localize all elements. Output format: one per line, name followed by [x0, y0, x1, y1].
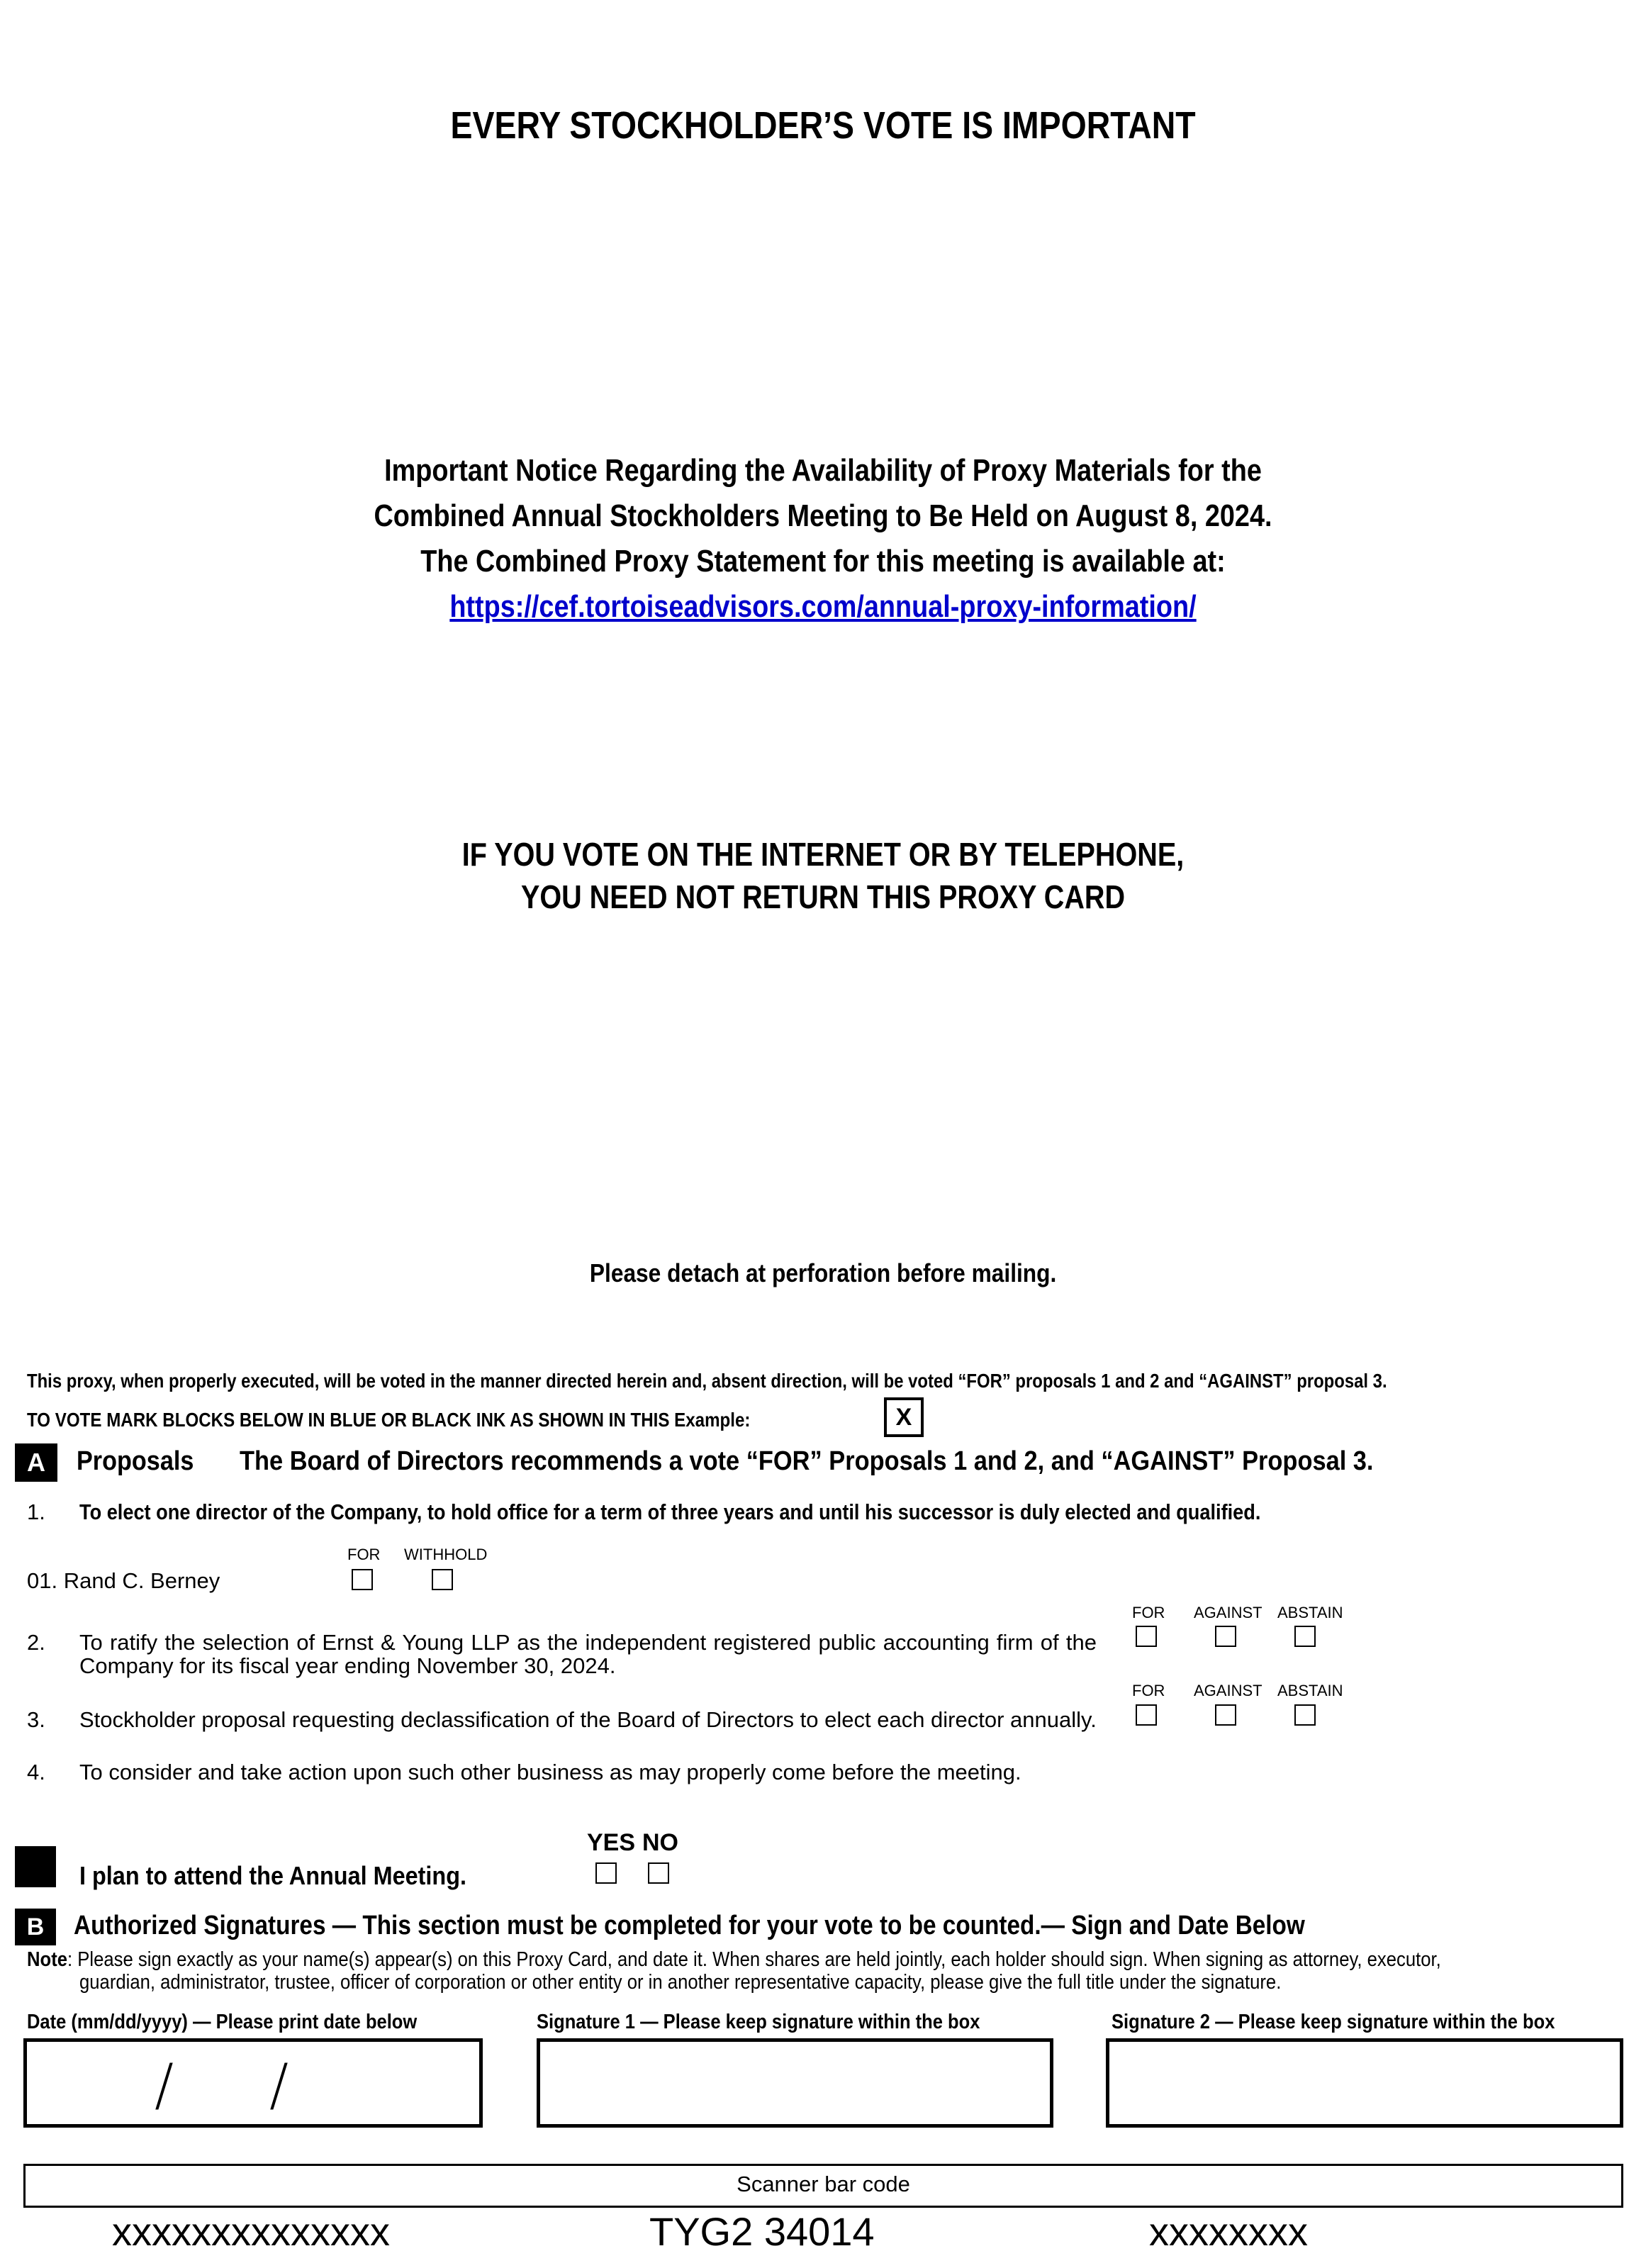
proposal-3-for-checkbox[interactable]	[1136, 1704, 1157, 1726]
internet-notice-line-1: IF YOU VOTE ON THE INTERNET OR BY TELEPHONE,	[461, 836, 1185, 873]
proposal-3-for-label: FOR	[1132, 1682, 1165, 1699]
attend-no-label: NO	[642, 1829, 678, 1856]
date-input-box[interactable]	[23, 2038, 483, 2128]
notice-url-row	[116, 584, 1531, 630]
mark-blocks-instruction: TO VOTE MARK BLOCKS BELOW IN BLUE OR BLACK INK AS SHOWN IN THIS Example:	[27, 1409, 751, 1431]
proposal-2-abstain-label: ABSTAIN	[1277, 1604, 1343, 1621]
signature-2-label: Signature 2 — Please keep signature within the box	[1112, 2011, 1555, 2033]
proposal-4-text: To consider and take action upon such other business as may properly come before the meeting.	[79, 1760, 1021, 1784]
section-b-tag: B	[15, 1909, 56, 1945]
date-field-label: Date (mm/dd/yyyy) — Please print date below	[27, 2011, 418, 2033]
proposal-2-for-checkbox[interactable]	[1136, 1626, 1157, 1647]
signature-1-box[interactable]	[537, 2038, 1053, 2128]
proposal-2-abstain-checkbox[interactable]	[1294, 1626, 1316, 1647]
proposal-2-against-label: AGAINST	[1194, 1604, 1263, 1621]
signature-note-line-1	[27, 1948, 1441, 1972]
notice-line-1: Important Notice Regarding the Availability of Proxy Materials for the	[384, 453, 1262, 488]
section-a-title: Proposals	[77, 1446, 194, 1476]
proposal-2-text-line-1: To ratify the selection of Ernst & Young LLP as the independent registered public accounting firm of the	[79, 1630, 1097, 1655]
internet-notice-line-2: YOU NEED NOT RETURN THIS PROXY CARD	[520, 878, 1126, 915]
date-separator-1: /	[155, 2052, 174, 2118]
proposal-1-withhold-checkbox[interactable]	[432, 1569, 453, 1590]
attend-no-checkbox[interactable]	[648, 1862, 669, 1884]
proposal-3-against-checkbox[interactable]	[1215, 1704, 1236, 1726]
proposal-1-withhold-label: WITHHOLD	[404, 1546, 488, 1563]
example-mark-box: X	[884, 1397, 924, 1437]
scanner-bar-code-box: Scanner bar code	[23, 2164, 1623, 2208]
proposal-3-against-label: AGAINST	[1194, 1682, 1263, 1699]
attend-marker-block	[15, 1846, 56, 1887]
proposal-3-text: Stockholder proposal requesting declassification of the Board of Directors to elect each director annually.	[79, 1707, 1097, 1732]
note-text-1: : Please sign exactly as your name(s) appear(s) on this Proxy Card, and date it. When shares are held jointly, each holder should sign. When signing as attorney, executor,	[67, 1948, 1441, 1971]
proxy-materials-link[interactable]: https://cef.tortoiseadvisors.com/annual-proxy-information/	[449, 589, 1197, 624]
proxy-availability-notice	[0, 448, 1646, 630]
page-title: EVERY STOCKHOLDER’S VOTE IS IMPORTANT	[450, 104, 1196, 147]
attend-meeting-text: I plan to attend the Annual Meeting.	[79, 1861, 466, 1890]
nominee-name: 01. Rand C. Berney	[27, 1568, 220, 1593]
signature-2-box[interactable]	[1106, 2038, 1623, 2128]
section-a-tag: A	[15, 1443, 57, 1482]
footer-code-right: xxxxxxxx	[1149, 2209, 1308, 2254]
proposal-3-abstain-checkbox[interactable]	[1294, 1704, 1316, 1726]
footer-code-center: TYG2 34014	[649, 2209, 875, 2254]
date-separator-2: /	[269, 2052, 289, 2118]
attend-yes-checkbox[interactable]	[595, 1862, 617, 1884]
internet-vote-notice	[0, 833, 1646, 918]
proposal-1-text: To elect one director of the Company, to hold office for a term of three years and until his successor is duly elected and qualified.	[79, 1499, 1261, 1524]
proposal-2-text-line-2: Company for its fiscal year ending November 30, 2024.	[79, 1653, 616, 1678]
notice-line-2: Combined Annual Stockholders Meeting to Be Held on August 8, 2024.	[374, 498, 1272, 533]
signature-1-label: Signature 1 — Please keep signature within the box	[537, 2011, 980, 2033]
footer-code-left: xxxxxxxxxxxxxx	[112, 2209, 390, 2254]
signature-note-line-2: guardian, administrator, trustee, officer of corporation or other entity or in another representative capacity, please give the full title under the signature.	[79, 1971, 1282, 1994]
notice-line-3: The Combined Proxy Statement for this meeting is available at:	[420, 544, 1226, 579]
attend-yes-label: YES	[587, 1829, 636, 1856]
proposal-2-number: 2.	[27, 1630, 45, 1655]
note-label: Note	[27, 1948, 68, 1971]
proposal-4-number: 4.	[27, 1760, 45, 1784]
proposal-3-number: 3.	[27, 1707, 45, 1732]
board-recommendation: The Board of Directors recommends a vote “FOR” Proposals 1 and 2, and “AGAINST” Proposal 3.	[240, 1446, 1374, 1476]
proposal-2-for-label: FOR	[1132, 1604, 1165, 1621]
proposal-2-against-checkbox[interactable]	[1215, 1626, 1236, 1647]
proposal-1-number: 1.	[27, 1499, 45, 1524]
proposal-1-for-label: FOR	[347, 1546, 381, 1563]
detach-instruction: Please detach at perforation before mailing.	[589, 1258, 1057, 1287]
section-b-title: Authorized Signatures — This section must be completed for your vote to be counted.— Sign and Date Below	[74, 1911, 1305, 1940]
proposal-1-for-checkbox[interactable]	[352, 1569, 373, 1590]
proxy-direction-text: This proxy, when properly executed, will be voted in the manner directed herein and, absent direction, will be voted “FOR” proposals 1 and 2 and “AGAINST” proposal 3.	[27, 1370, 1387, 1392]
proposal-3-abstain-label: ABSTAIN	[1277, 1682, 1343, 1699]
